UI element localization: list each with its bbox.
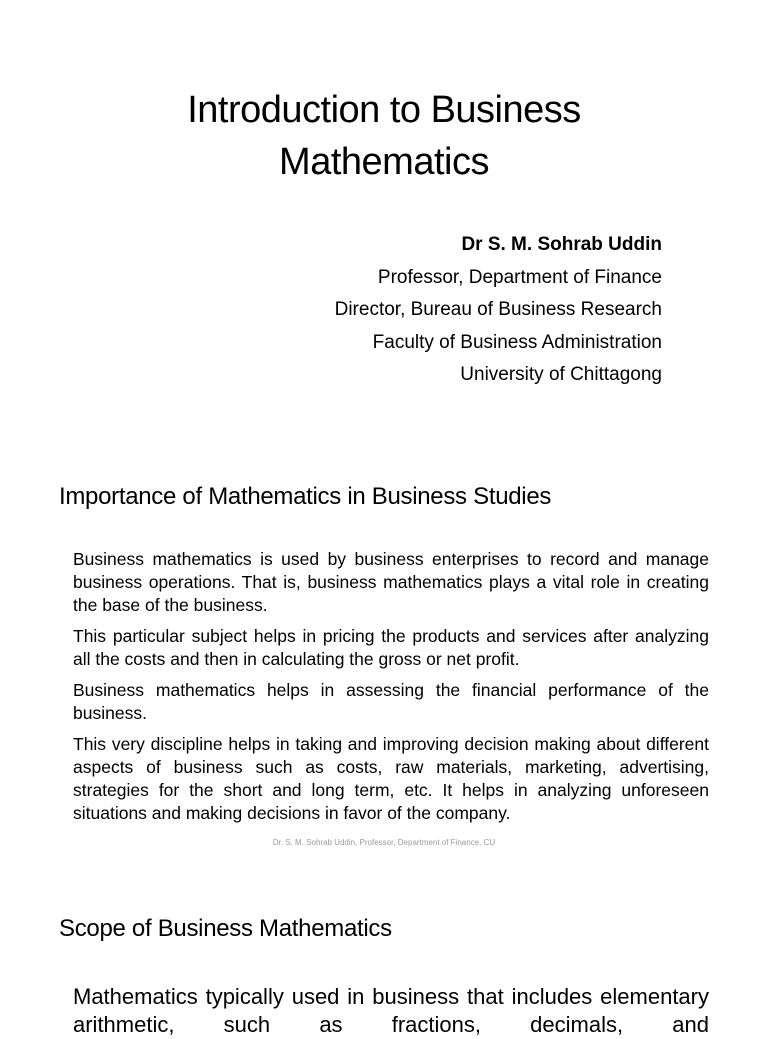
paragraph: Business mathematics helps in assessing the financial performance of the business.	[73, 680, 709, 723]
slide-footer: Dr. S. M. Sohrab Uddin, Professor, Department of Finance, CU	[272, 838, 496, 847]
author-name: Dr S. M. Sohrab Uddin	[461, 234, 662, 255]
title-line-1: Introduction to Business	[187, 89, 581, 131]
title-line-2: Mathematics	[279, 141, 489, 183]
slide-heading: Scope of Business Mathematics	[59, 915, 392, 942]
slide-heading: Importance of Mathematics in Business Studies	[59, 483, 552, 510]
paragraph: This very discipline helps in taking and improving decision making about different aspects of business such as costs, raw materials, marketing, advertising, strategies for the short and long term, etc. It helps in analyzing unforeseen situations and making decisions in favor of the company.	[73, 734, 709, 823]
slide-body: Mathematics typically used in business that includes elementary arithmetic, such as fractions, decimals, and	[73, 984, 709, 1037]
paragraph: This particular subject helps in pricing the products and services after analyzing all the costs and then in calculating the gross or net profit.	[73, 626, 709, 669]
author-position: Professor, Department of Finance	[377, 266, 662, 288]
author-university: University of Chittagong	[460, 364, 662, 385]
author-faculty: Faculty of Business Administration	[372, 331, 662, 353]
author-role: Director, Bureau of Business Research	[334, 299, 662, 320]
paragraph: Business mathematics is used by business enterprises to record and manage business operations. That is, business mathematics plays a vital role in creating the base of the business.	[73, 549, 709, 615]
